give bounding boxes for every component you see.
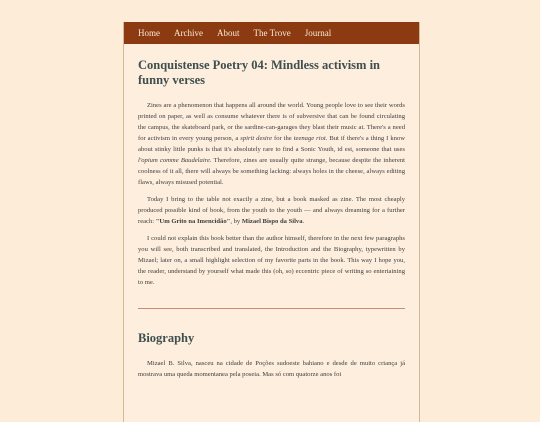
biography-paragraph-1: Mizael B. Silva, nasceu na cidade de Poções sudoeste bahiano e desde de muito criança já mostrava uma queda momentanea pela poseia. Mas só com quatorze anos foi xyxy=(138,360,405,378)
p1-text-a: Zines are a phenomenon that happens all around the world. Young people love to see their words printed on paper, as well as consume whatever there is of subversive that can be found circulating the campus, the skateboard park, or the sardine-can-garages they blast their music at. There's a need for activism in every young person, a xyxy=(138,102,405,142)
post-paragraph-3: I could not explain this book better than the author himself, therefore in the next few paragraphs you will see, both transcribed and translated, the Introduction and the Biography, typewritten by Mizael; later on, a small highlight selection of my favorite parts in the book. This way I hope you, the reader, understand by yourself what made this (oh, so) eccentric piece of writing so entertaining to me. xyxy=(138,235,405,286)
post-content xyxy=(124,44,419,380)
p1-emphasis-baudelaire: l'opium comme Baudelaire xyxy=(138,157,210,164)
p1-text-b: for the xyxy=(272,135,294,142)
p1-emphasis-spirit-desire: spirit desire xyxy=(240,135,273,142)
p2-text-b: , by xyxy=(230,218,242,225)
post-paragraph-1 xyxy=(138,100,405,188)
p2-text-a: Today I bring to the table not exactly a zine, but a book masked as zine. The most cheaply produced possible kind of book, from the youth to the youth — and always dreaming for a further reach: xyxy=(138,196,405,225)
post-title: Conquistense Poetry 04: Mindless activism in funny verses xyxy=(138,58,381,87)
nav-about-link[interactable]: About xyxy=(217,28,240,38)
nav-journal-link[interactable]: Journal xyxy=(304,28,332,38)
p1-emphasis-teenage-riot: teenage riot xyxy=(293,135,326,142)
post-paragraph-2 xyxy=(138,194,405,227)
nav-trove-link[interactable]: The Trove xyxy=(253,28,291,38)
nav-home-link[interactable]: Home xyxy=(138,28,160,38)
nav-archive-link[interactable]: Archive xyxy=(174,28,203,38)
p2-book-title: "Um Grito na Imencidão" xyxy=(155,218,231,225)
top-navbar xyxy=(124,22,419,44)
page-container xyxy=(123,22,420,422)
section-divider xyxy=(138,308,405,309)
p1-text-d: . Therefore, zines are usually quite strange, because despite the inherent coolness of it all, there will always be something lacking: always holes in the cheese, always editing flaws, always misused potential. xyxy=(138,157,405,186)
p1-text-c: . But if there's a thing I know about stinky little punks is that it's absolutely rare to find a Sonic Youth, id est, someone that uses xyxy=(138,135,405,153)
biography-heading: Biography xyxy=(138,331,195,345)
p2-author-name: Mizael Bispo da Silva xyxy=(241,218,303,225)
p2-text-c: . xyxy=(302,218,305,225)
